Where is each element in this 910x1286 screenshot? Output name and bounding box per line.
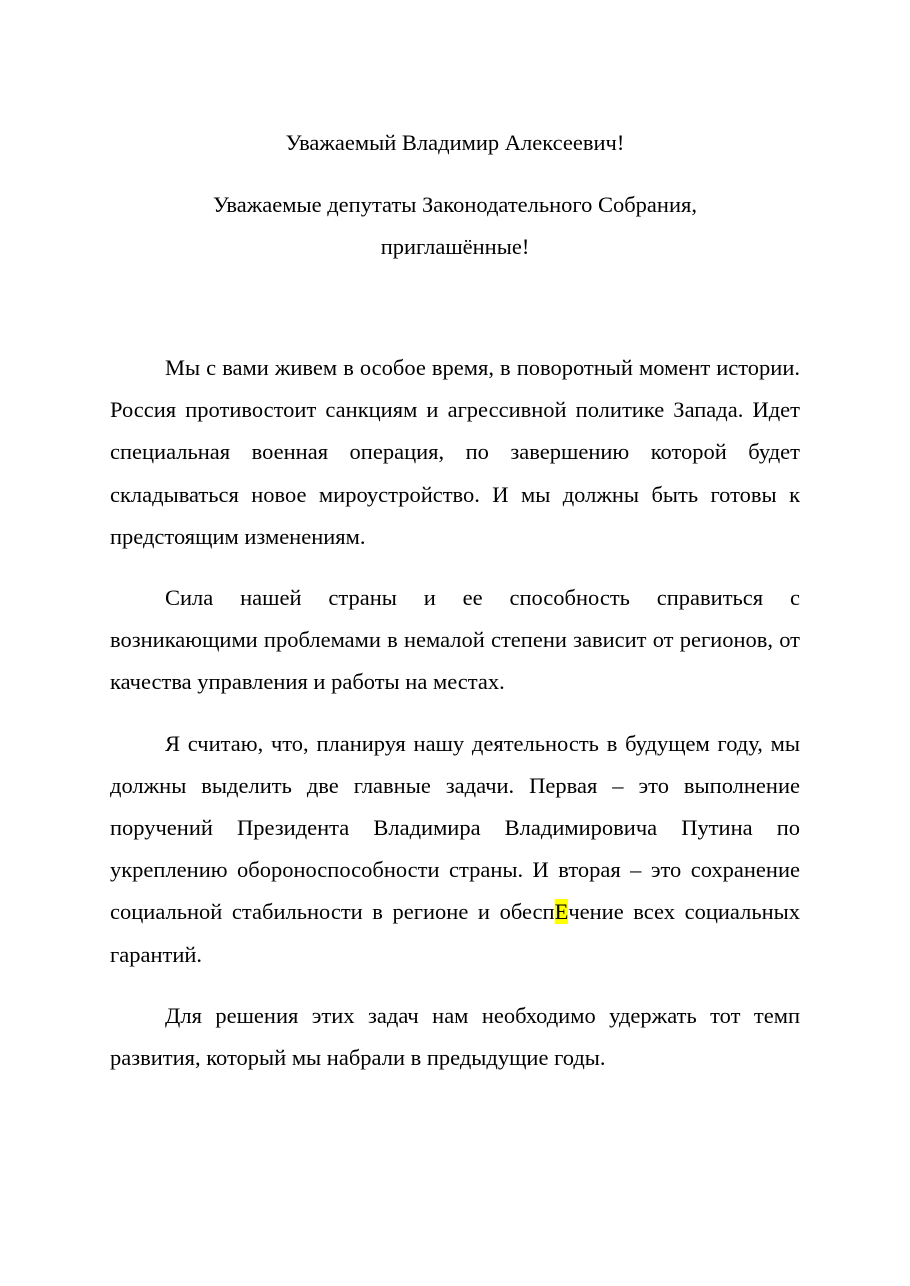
- paragraph-1: Мы с вами живем в особое время, в поворотный момент истории. Россия противостоит санкциям и агрессивной политике Запада. Идет специальная военная операция, по завершению которой будет складываться новое мироустройство. И мы должны быть готовы к предстоящим изменениям.: [110, 355, 800, 549]
- greeting-line-2: [110, 184, 800, 268]
- greeting-line-1: Уважаемый Владимир Алексеевич!: [285, 130, 625, 155]
- highlighted-letter: Е: [554, 899, 569, 925]
- paragraph-3: [110, 723, 800, 976]
- greeting-line-2b: приглашённые!: [380, 234, 530, 259]
- body-text: [110, 347, 800, 1098]
- greeting-line-2a: Уважаемые депутаты Законодательного Собрания,: [213, 192, 697, 217]
- paragraph-3-text-after: чение всех социальных гарантий.: [110, 899, 800, 967]
- paragraph-4: Для решения этих задач нам необходимо удержать тот темп развития, который мы набрали в предыдущие годы.: [110, 1002, 800, 1071]
- paragraph-3-text-before: Я считаю, что, планируя нашу деятельность в будущем году, мы должны выделить две главные задачи. Первая – это выполнение поручений Президента Владимира Владимировича Путина по укреплению обороноспособности страны. И вторая – это сохранение социальной стабильности в регионе и обесп: [110, 730, 800, 925]
- paragraph-2: Сила нашей страны и ее способность справиться с возникающими проблемами в немалой степени зависит от регионов, от качества управления и работы на местах.: [110, 585, 800, 695]
